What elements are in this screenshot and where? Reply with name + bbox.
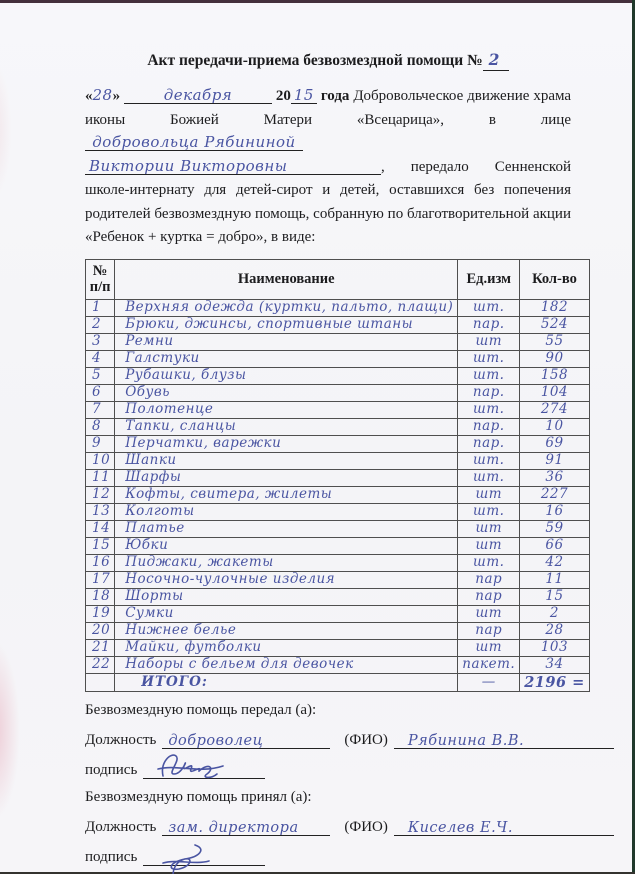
receiver-signature-icon xyxy=(155,837,215,874)
cell-unit: шт. xyxy=(458,401,520,418)
cell-num: 14 xyxy=(86,520,115,537)
position-blank xyxy=(162,821,330,836)
cell-qty: 28 xyxy=(520,622,590,639)
cell-unit: шт. xyxy=(458,469,520,486)
intro-paragraph xyxy=(85,84,571,250)
month-handwritten: декабря xyxy=(163,86,233,104)
cell-num: 12 xyxy=(86,486,115,503)
table-row xyxy=(86,316,590,333)
cell-name: Носочно-чулочные изделия xyxy=(115,571,458,588)
cell-name: Юбки xyxy=(115,537,458,554)
cell-qty: 36 xyxy=(520,469,590,486)
quote-open: « xyxy=(85,88,93,104)
cell-qty: 524 xyxy=(520,316,590,333)
cell-name: Верхняя одежда (куртки, пальто, плащи) xyxy=(115,299,458,316)
fio-blank xyxy=(394,821,614,836)
year-handwritten: 15 xyxy=(293,86,314,104)
table-row xyxy=(86,469,590,486)
cell-name: Полотенце xyxy=(115,401,458,418)
table-row xyxy=(86,639,590,656)
table-row xyxy=(86,656,590,673)
cell-num: 6 xyxy=(86,384,115,401)
handover-position-row xyxy=(85,732,571,749)
aid-items-table xyxy=(85,259,590,692)
table-row xyxy=(86,401,590,418)
column-header-qty: Кол-во xyxy=(520,259,590,299)
handover-fio-handwritten: Рябинина В.В. xyxy=(407,732,525,749)
cell-name: Рубашки, блузы xyxy=(115,367,458,384)
table-row xyxy=(86,384,590,401)
cell-num: 1 xyxy=(86,299,115,316)
total-qty-handwritten: 2196 = xyxy=(520,673,590,691)
cell-unit: пар. xyxy=(458,435,520,452)
cell-qty: 274 xyxy=(520,401,590,418)
cell-num: 11 xyxy=(86,469,115,486)
cell-qty: 59 xyxy=(520,520,590,537)
cell-qty: 16 xyxy=(520,503,590,520)
cell-unit: пар xyxy=(458,571,520,588)
cell-num: 15 xyxy=(86,537,115,554)
cell-qty: 66 xyxy=(520,537,590,554)
table-row xyxy=(86,520,590,537)
fio-label: (ФИО) xyxy=(344,818,388,835)
cell-name: Перчатки, варежки xyxy=(115,435,458,452)
table-row xyxy=(86,622,590,639)
intro-body-end: , передало Сенненской школе-интернату для детей-сирот и детей, оставшихся без попечения родителей безвозмездную помощь, собранную по благотворительной акции «Ребенок + куртка = добро», в виде: xyxy=(85,158,571,245)
table-row xyxy=(86,418,590,435)
handover-position-handwritten: доброволец xyxy=(168,732,264,749)
cell-name: Сумки xyxy=(115,605,458,622)
signature-label: подпись xyxy=(85,761,138,778)
total-row xyxy=(86,673,590,691)
table-row xyxy=(86,333,590,350)
cell-unit: пар. xyxy=(458,384,520,401)
person-blank-2 xyxy=(85,156,381,175)
cell-num: 7 xyxy=(86,401,115,418)
cell-unit: шт xyxy=(458,537,520,554)
cell-unit: шт xyxy=(458,520,520,537)
signature-blank xyxy=(143,765,265,779)
receiver-section xyxy=(85,789,571,866)
year-printed: 20 xyxy=(275,88,291,104)
cell-unit: шт. xyxy=(458,350,520,367)
cell-unit: шт. xyxy=(458,452,520,469)
table-row xyxy=(86,350,590,367)
position-label: Должность xyxy=(85,818,157,835)
cell-name: Брюки, джинсы, спортивные штаны xyxy=(115,316,458,333)
table-row xyxy=(86,571,590,588)
cell-unit: шт xyxy=(458,333,520,350)
table-row xyxy=(86,588,590,605)
handover-signature-row xyxy=(85,762,571,779)
table-row xyxy=(86,299,590,316)
table-row xyxy=(86,554,590,571)
cell-qty: 158 xyxy=(520,367,590,384)
cell-num: 8 xyxy=(86,418,115,435)
cell-num: 18 xyxy=(86,588,115,605)
person-blank-1 xyxy=(85,135,303,151)
signature-label: подпись xyxy=(85,848,138,865)
cell-unit: шт. xyxy=(458,367,520,384)
table-row xyxy=(86,605,590,622)
cell-qty: 11 xyxy=(520,571,590,588)
year-blank xyxy=(291,88,317,104)
cell-qty: 90 xyxy=(520,350,590,367)
cell-name: Нижнее белье xyxy=(115,622,458,639)
cell-qty: 227 xyxy=(520,486,590,503)
cell-name: Шорты xyxy=(115,588,458,605)
title-number-handwritten: 2 xyxy=(488,50,500,69)
cell-unit: шт. xyxy=(458,503,520,520)
cell-name: Обувь xyxy=(115,384,458,401)
cell-num: 5 xyxy=(86,367,115,384)
cell-name: Шарфы xyxy=(115,469,458,486)
receiver-fio-handwritten: Киселев Е.Ч. xyxy=(407,819,513,836)
position-label: Должность xyxy=(85,731,157,748)
cell-unit: шт. xyxy=(458,299,520,316)
column-header-name: Наименование xyxy=(115,259,458,299)
cell-name: Майки, футболки xyxy=(115,639,458,656)
signature-blank xyxy=(143,852,265,866)
cell-num: 9 xyxy=(86,435,115,452)
cell-unit: шт xyxy=(458,639,520,656)
table-row xyxy=(86,537,590,554)
table-row xyxy=(86,486,590,503)
receiver-signature-row xyxy=(85,849,571,866)
receiver-position-row xyxy=(85,819,571,836)
cell-name: Пиджаки, жакеты xyxy=(115,554,458,571)
cell-qty: 42 xyxy=(520,554,590,571)
intro-body-start: Добровольческое движение храма иконы Божией Матери «Всецарица», в лице xyxy=(85,88,572,128)
cell-qty: 182 xyxy=(520,299,590,316)
fio-blank xyxy=(394,734,614,749)
cell-num: 4 xyxy=(86,350,115,367)
cell-name: Кофты, свитера, жилеты xyxy=(115,486,458,503)
table-row xyxy=(86,503,590,520)
cell-name: Колготы xyxy=(115,503,458,520)
person-handwritten-2: Виктории Викторовны xyxy=(89,156,288,175)
cell-unit: шт xyxy=(458,486,520,503)
cell-name: Шапки xyxy=(115,452,458,469)
receiver-title: Безвозмездную помощь принял (а): xyxy=(85,788,312,805)
cell-num: 3 xyxy=(86,333,115,350)
document-title xyxy=(85,50,571,71)
column-header-unit: Ед.изм xyxy=(458,259,520,299)
cell-qty: 34 xyxy=(520,656,590,673)
table-row xyxy=(86,435,590,452)
fio-label: (ФИО) xyxy=(344,731,388,748)
cell-num: 10 xyxy=(86,452,115,469)
cell-qty: 91 xyxy=(520,452,590,469)
cell-qty: 103 xyxy=(520,639,590,656)
column-header-num: № п/п xyxy=(86,259,115,299)
position-blank xyxy=(162,734,330,749)
total-label-handwritten: ИТОГО: xyxy=(115,673,458,691)
person-handwritten-1: добровольца Рябининой xyxy=(92,133,296,151)
month-blank xyxy=(124,88,272,104)
cell-qty: 55 xyxy=(520,333,590,350)
title-text: Акт передачи-приема безвозмездной помощи № xyxy=(147,52,483,69)
quote-close: » xyxy=(112,88,121,104)
total-unit: — xyxy=(458,673,520,691)
cell-unit: пакет. xyxy=(458,656,520,673)
cell-unit: пар. xyxy=(458,316,520,333)
cell-unit: пар xyxy=(458,588,520,605)
cell-unit: пар. xyxy=(458,418,520,435)
cell-name: Галстуки xyxy=(115,350,458,367)
cell-num: 20 xyxy=(86,622,115,639)
cell-qty: 69 xyxy=(520,435,590,452)
table-row xyxy=(86,452,590,469)
cell-num: 17 xyxy=(86,571,115,588)
cell-name: Наборы с бельем для девочек xyxy=(115,656,458,673)
cell-qty: 10 xyxy=(520,418,590,435)
year-word: года xyxy=(320,88,350,104)
day-handwritten: 28 xyxy=(92,86,113,104)
cell-name: Тапки, сланцы xyxy=(115,418,458,435)
handover-section xyxy=(85,702,571,779)
cell-num: 13 xyxy=(86,503,115,520)
cell-num: 16 xyxy=(86,554,115,571)
table-header-row xyxy=(86,259,590,299)
cell-num: 2 xyxy=(86,316,115,333)
total-cell-num xyxy=(86,673,115,691)
cell-num: 21 xyxy=(86,639,115,656)
receiver-position-handwritten: зам. директора xyxy=(168,819,299,836)
cell-qty: 2 xyxy=(520,605,590,622)
cell-unit: шт xyxy=(458,605,520,622)
cell-name: Платье xyxy=(115,520,458,537)
table-body xyxy=(86,299,590,673)
cell-num: 19 xyxy=(86,605,115,622)
table-row xyxy=(86,367,590,384)
handover-signature-icon xyxy=(155,748,229,786)
cell-qty: 15 xyxy=(520,588,590,605)
cell-name: Ремни xyxy=(115,333,458,350)
cell-unit: пар xyxy=(458,622,520,639)
handover-title: Безвозмездную помощь передал (а): xyxy=(85,701,317,718)
cell-unit: шт. xyxy=(458,554,520,571)
cell-qty: 104 xyxy=(520,384,590,401)
cell-num: 22 xyxy=(86,656,115,673)
